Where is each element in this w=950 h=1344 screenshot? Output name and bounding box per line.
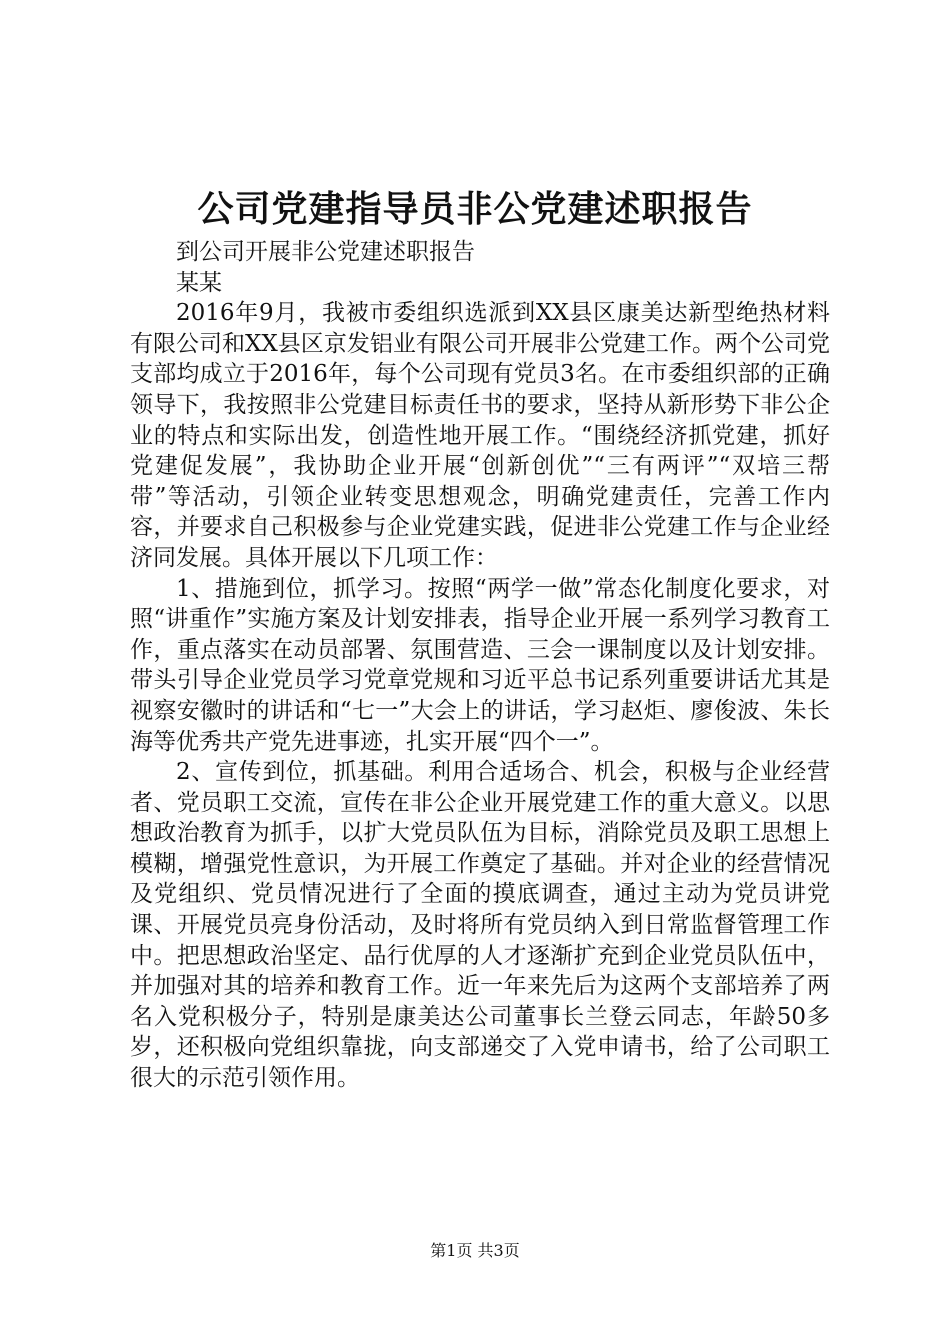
subtitle-paragraph: 到公司开展非公党建述职报告 — [176, 239, 475, 265]
intro-paragraph: 2016年9月，我被市委组织选派到XX县区康美达新型绝热材料有限公司和XX县区京发铝业有限公司开展非公党建工作。两个公司党支部均成立于2016年，每个公司现有党员3名。在市委组织部的正确领导下，我按照非公党建目标责任书的要求，坚持从新形势下非公企业的特点和实际出发，创造性地开展工作。“围绕经济抓党建，抓好党建促发展”，我协助企业开展“创新创优”“三有两评”“双培三帮带”等活动，引领企业转变思想观念，明确党建责任，完善工作内容，并要求自己积极参与企业党建实践，促进非公党建工作与企业经济同发展。具体开展以下几项工作： — [130, 300, 830, 571]
document-title: 公司党建指导员非公党建述职报告 — [197, 188, 753, 230]
section-2-paragraph: 2、宣传到位，抓基础。利用合适场合、机会，积极与企业经营者、党员职工交流，宣传在非公企业开展党建工作的重大意义。以思想政治教育为抓手，以扩大党员队伍为目标，消除党员及职工思想上模糊，增强党性意识，为开展工作奠定了基础。并对企业的经营情况及党组织、党员情况进行了全面的摸底调查，通过主动为党员讲党课、开展党员亮身份活动，及时将所有党员纳入到日常监督管理工作中。把思想政治坚定、品行优厚的人才逐渐扩充到企业党员队伍中，并加强对其的培养和教育工作。近一年来先后为这两个支部培养了两名入党积极分子，特别是康美达公司董事长兰登云同志，年龄50多岁，还积极向党组织靠拢，向支部递交了入党申请书，给了公司职工很大的示范引领作用。 — [130, 759, 830, 1092]
page-footer: 第1页 共3页 — [430, 1241, 520, 1260]
section-1-paragraph: 1、措施到位，抓学习。按照“两学一做”常态化制度化要求，对照“讲重作”实施方案及计划安排表，指导企业开展一系列学习教育工作，重点落实在动员部署、氛围营造、三会一课制度以及计划安排。带头引导企业党员学习党章党规和习近平总书记系列重要讲话尤其是视察安徽时的讲话和“七一”大会上的讲话，学习赵炬、廖俊波、朱长海等优秀共产党先进事迹，扎实开展“四个一”。 — [130, 575, 830, 755]
author-paragraph: 某某 — [176, 269, 222, 296]
document-body — [130, 237, 830, 1094]
